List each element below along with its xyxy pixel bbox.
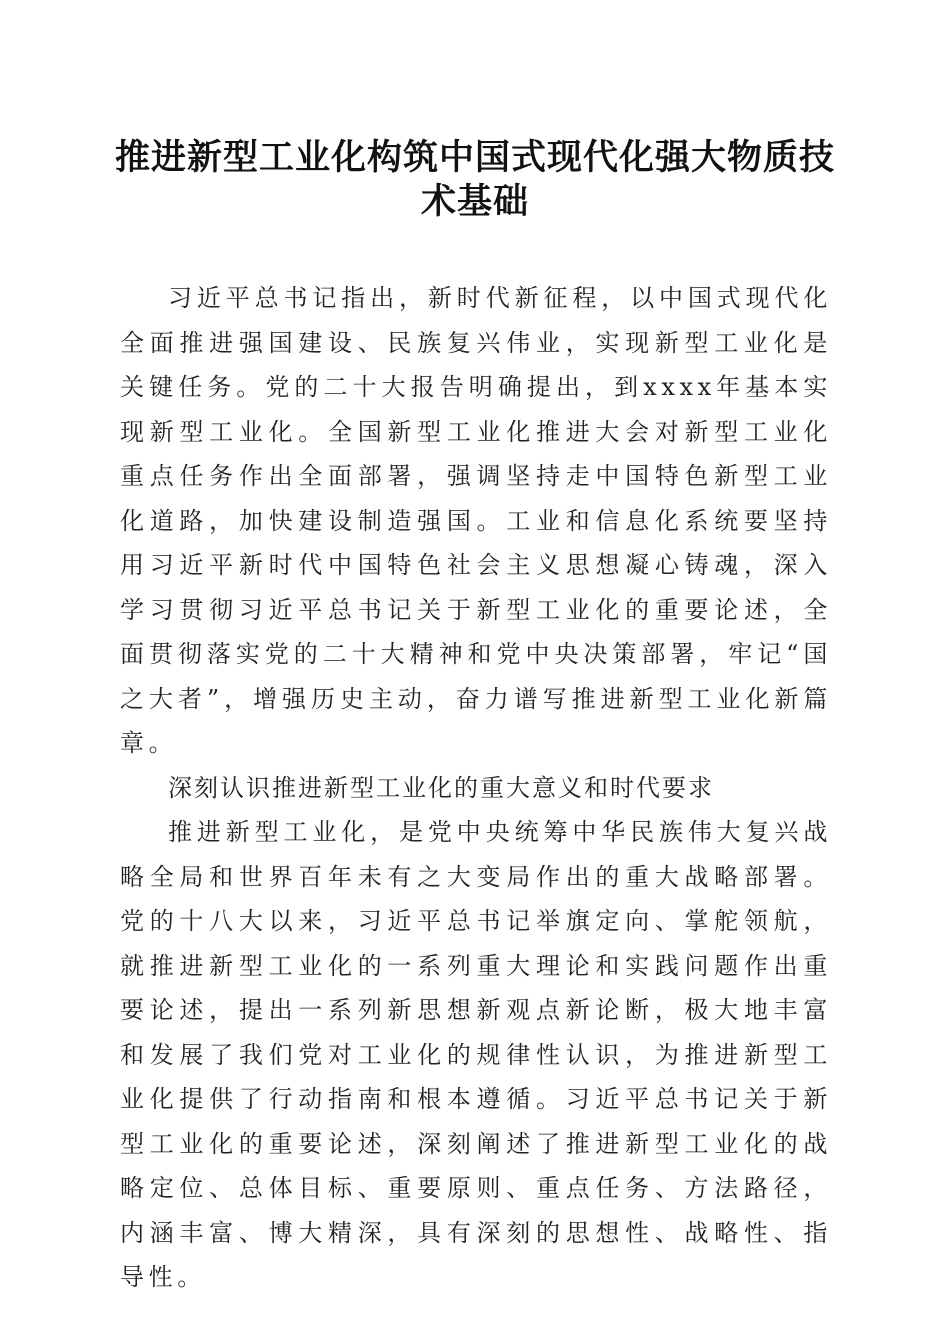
paragraph-intro: 习近平总书记指出，新时代新征程，以中国式现代化全面推进强国建设、民族复兴伟业，实现新型工业化是关键任务。党的二十大报告明确提出，到xxxx年基本实现新型工业化。全国新型工业化推进大会对新型工业化重点任务作出全面部署，强调坚持走中国特色新型工业化道路，加快建设制造强国。工业和信息化系统要坚持用习近平新时代中国特色社会主义思想凝心铸魂，深入学习贯彻习近平总书记关于新型工业化的重要论述，全面贯彻落实党的二十大精神和党中央决策部署，牢记“国之大者”，增强历史主动，奋力谱写推进新型工业化新篇章。 (120, 284, 832, 757)
section-heading: 深刻认识推进新型工业化的重大意义和时代要求 (168, 773, 714, 802)
document-body (120, 276, 832, 1300)
paragraph-section-body: 推进新型工业化，是党中央统筹中华民族伟大复兴战略全局和世界百年未有之大变局作出的重大战略部署。党的十八大以来，习近平总书记举旗定向、掌舵领航，就推进新型工业化的一系列重大理论和实践问题作出重要论述，提出一系列新思想新观点新论断，极大地丰富和发展了我们党对工业化的规律性认识，为推进新型工业化提供了行动指南和根本遵循。习近平总书记关于新型工业化的重要论述，深刻阐述了推进新型工业化的战略定位、总体目标、重要原则、重点任务、方法路径，内涵丰富、博大精深，具有深刻的思想性、战略性、指导性。 (120, 818, 832, 1291)
document-title: 推进新型工业化构筑中国式现代化强大物质技术基础 (114, 137, 835, 222)
